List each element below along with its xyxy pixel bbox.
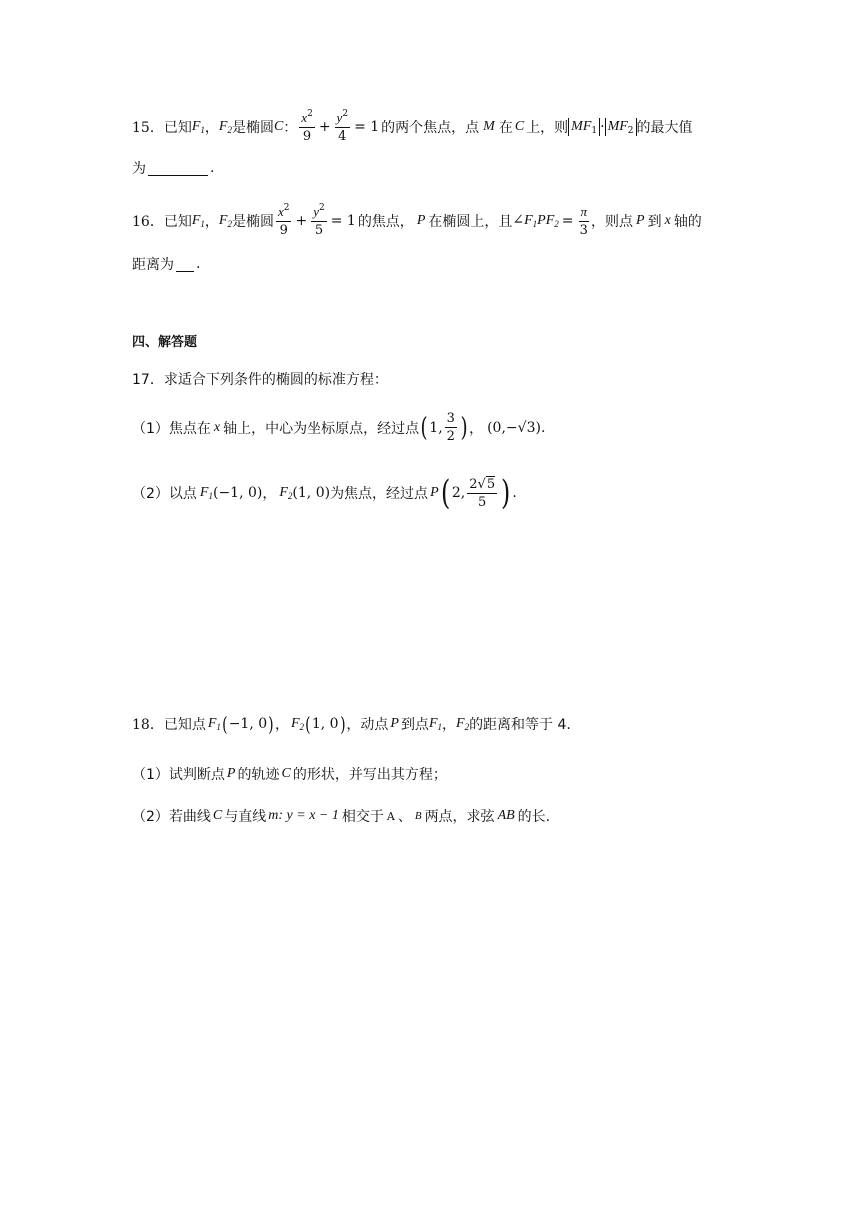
question-18-part-1: （1） 试判断点 P 的轨迹 C 的形状，并写出其方程； bbox=[132, 766, 447, 783]
answer-blank[interactable] bbox=[148, 161, 208, 176]
fraction-3-2: $\frac{3}{2}$ bbox=[446, 411, 455, 444]
answer-blank[interactable] bbox=[176, 257, 194, 272]
fraction-y2-5: $\frac{y^2}{5}$ bbox=[313, 203, 325, 238]
question-number: 16． bbox=[132, 213, 164, 230]
question-16-line-1: 16． 已知 $F_1$ ， $F_2$ 是椭圆 $\frac{x^2}{9}$ + $\frac{y^2}{5}$ = 1 的焦点， P 在椭圆上，且 $\angle F_1PF_2$ = $\frac{\pi}{3}$ ，则点 P 到 x 轴的 bbox=[132, 203, 702, 238]
question-18-stem: 18． 已知点 $F_1$ ( −1, 0 ) ， $F_2$ ( 1, 0 ) ，动点 P 到点 $F_1$ ， $F_2$ 的距离和等于 4. bbox=[132, 712, 571, 736]
focus-f1: $F_1$ bbox=[191, 118, 205, 135]
fraction-2sqrt5-5: $\frac{2√5}{5}$ bbox=[469, 476, 496, 510]
focus-f2: $F_2$ bbox=[218, 118, 232, 135]
abs-mf2: $MF_2$ bbox=[605, 118, 637, 136]
section-heading: 四、解答题 bbox=[132, 335, 198, 350]
question-number: 18． bbox=[132, 717, 164, 733]
question-number: 15． bbox=[132, 119, 164, 136]
point-0-neg-sqrt3: (0,−√3) bbox=[487, 419, 541, 436]
question-17-stem: 17．求适合下列条件的椭圆的标准方程： bbox=[132, 372, 388, 388]
fraction-pi-3: $\frac{\pi}{3}$ bbox=[579, 203, 588, 238]
question-15-line-2: 为 . bbox=[132, 160, 215, 177]
question-16-line-2: 距离为 . bbox=[132, 256, 201, 273]
question-17-part-1: （1） 焦点在 x 轴上，中心为坐标原点，经过点 ( 1, $\frac{3}{2}$ ) ， (0,−√3) . bbox=[132, 411, 546, 444]
question-17-part-2: （2） 以点 $F_1$ (−1, 0) ， $F_2$ (1, 0) 为焦点，经过点 P ( 2, $\frac{2√5}{5}$ ) . bbox=[132, 473, 517, 513]
fraction-y2-4: $\frac{y^2}{4}$ bbox=[336, 109, 349, 144]
fraction-x2-9: $\frac{x^2}{9}$ bbox=[277, 203, 290, 238]
question-18-part-2: （2） 若曲线 C 与直线 m : y = x − 1 相交于 A 、 B 两点，求弦 AB 的长. bbox=[132, 808, 551, 825]
abs-mf1: $MF_1$ bbox=[568, 118, 600, 136]
angle-expression: $\angle F_1PF_2$ bbox=[512, 213, 559, 229]
question-15-line-1: 15． 已知 $F_1$ ， $F_2$ 是椭圆 C ： $\frac{x^2}{9}$ + $\frac{y^2}{4}$ = 1 的两个焦点，点 M 在 C 上，则 $MF_1$ · $MF_2$ 的最大值 bbox=[132, 109, 693, 144]
fraction-x2-9: $\frac{x^2}{9}$ bbox=[301, 109, 313, 144]
